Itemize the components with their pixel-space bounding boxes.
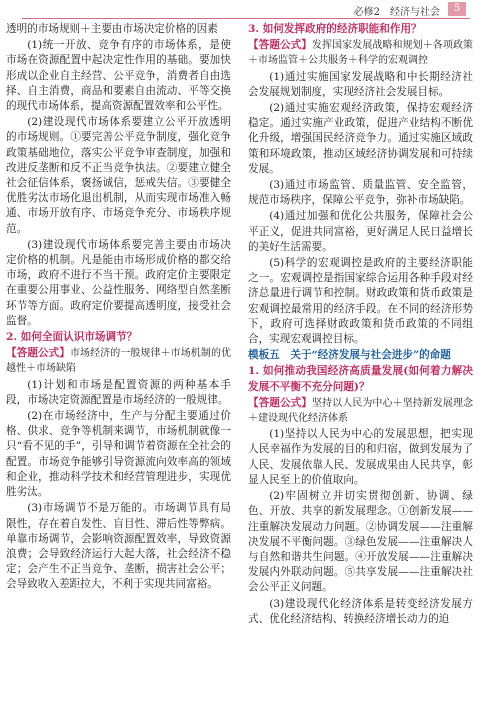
formula-text: 发挥国家发展战略和规划＋各项政策＋市场监管＋公共服务＋科学的宏观调控	[248, 40, 474, 67]
page-header	[0, 0, 480, 22]
paragraph: (2)牢固树立并切实贯彻创新、协调、绿色、开放、共享的新发展理念。①创新发展——注重解决发展动力问题。②协调发展——注重解决发展不平衡问题。③绿色发展——注重解决人与自然和谐共生问题。④开放发展——注重解决发展内外联动问题。⑤共享发展——注重解决社会公平正义问题。	[248, 490, 473, 594]
paragraph: (2)通过实施宏观经济政策，保持宏观经济稳定。通过实施产业政策，促进产业结构不断优化升级，增强国民经济竞争力。通过实施区域政策和环境政策，推动区域经济协调发展和可持续发展。	[248, 102, 473, 175]
paragraph: (3)市场调节不是万能的。市场调节具有局限性，存在着自发性、盲目性、滞后性等弊病。单靠市场调节，会影响资源配置效率，导致资源浪费；会导致经济运行大起大落，社会经济不稳定；会产生不正当竞争、垄断，损害社会公平；会导致收入差距拉大，不利于实现共同富裕。	[6, 502, 231, 591]
section-heading: 3. 如何发挥政府的经济职能和作用？	[248, 23, 422, 35]
paragraph: (3)建设现代市场体系要完善主要由市场决定价格的机制。凡是能由市场形成价格的都交给市场，政府不进行不当干预。政府定价主要限定在重要公用事业、公益性服务、网络型自然垄断环节等方面。政府定价要提高透明度，接受社会监督。	[6, 238, 231, 327]
formula-text: 坚持以人民为中心＋坚持新发展理念＋建设现代化经济体系	[248, 397, 474, 425]
paragraph: (1)统一开放、竞争有序的市场体系，是使市场在资源配置中起决定性作用的基础。要加快形成以企业自主经营、公平竞争，消费者自由选择、自主消费，商品和要素自由流动、平等交换的现代市场体系，提高资源配置效率和公平性。	[6, 39, 231, 113]
formula-line	[248, 38, 473, 68]
paragraph: (3)通过市场监管、质量监管、安全监管，规范市场秩序，保障公平竞争，弥补市场缺陷。	[248, 179, 473, 207]
section-heading: 2. 如何全面认识市场调节？	[6, 331, 138, 344]
left-column	[6, 22, 231, 594]
paragraph: 透明的市场规则＋主要由市场决定价格的因素	[6, 23, 218, 35]
formula-tag: 【答题公式】	[248, 39, 312, 52]
paragraph: (5)科学的宏观调控是政府的主要经济职能之一。宏观调控是指国家综合运用各种手段对经济总量进行调节和控制。财政政策和货币政策是宏观调控最常用的经济手段。在不同的经济形势下，政府可选择财政政策和货币政策的不同组合，实现宏观调控目标。	[248, 257, 473, 346]
section-heading: 1. 如何推动我国经济高质量发展(如何着力解决发展不平衡不充分问题)？	[248, 365, 473, 393]
formula-text: 市场经济的一般规律＋市场机制的优越性＋市场缺陷	[6, 348, 232, 375]
paragraph: (3)建设现代化经济体系是转变经济发展方式、优化经济结构、转换经济增长动力的迫	[248, 597, 473, 625]
paragraph: (2)在市场经济中，生产与分配主要通过价格、供求、竞争等机制来调节，市场机制就像一只“看不见的手”，引导和调节着资源在全社会的配置。市场竞争能够引导资源流向效率高的领域和企业，推动科学技术和经营管理进步，实现优胜劣汰。	[6, 410, 231, 499]
paragraph: (1)通过实施国家发展战略和中长期经济社会发展规划制度，实现经济社会发展目标。	[248, 70, 473, 98]
paragraph: (2)建设现代市场体系要建立公平开放透明的市场规则。①要完善公平竞争制度，强化竞争政策基础地位，落实公平竞争审查制度，加强和改进反垄断和反不正当竞争执法。②要建立健全社会征信体系，褒扬诚信，惩戒失信。③要健全优胜劣汰市场化退出机制，从而实现市场准入畅通、市场开放有序、市场竞争充分、市场秩序规范。	[6, 116, 231, 235]
formula-line	[248, 396, 473, 426]
right-column	[248, 22, 473, 628]
header-title: 必修2 经济与社会	[353, 7, 440, 18]
module-title: 模板五 关于“经济发展与社会进步”的命题	[248, 349, 451, 362]
formula-tag: 【答题公式】	[6, 347, 70, 360]
page-number: 5	[448, 2, 466, 16]
formula-line	[6, 346, 231, 376]
header-rule	[22, 18, 470, 19]
paragraph: (1)计划和市场是配置资源的两种基本手段，市场决定资源配置是市场经济的一般规律。	[6, 378, 231, 406]
formula-tag: 【答题公式】	[248, 396, 312, 409]
paragraph: (4)通过加强和优化公共服务，保障社会公平正义，促进共同富裕，更好满足人民日益增长的美好生活需要。	[248, 210, 473, 253]
paragraph: (1)坚持以人民为中心的发展思想，把实现人民幸福作为发展的目的和归宿，做到发展为了人民、发展依靠人民、发展成果由人民共享，彰显人民至上的价值取向。	[248, 428, 473, 486]
